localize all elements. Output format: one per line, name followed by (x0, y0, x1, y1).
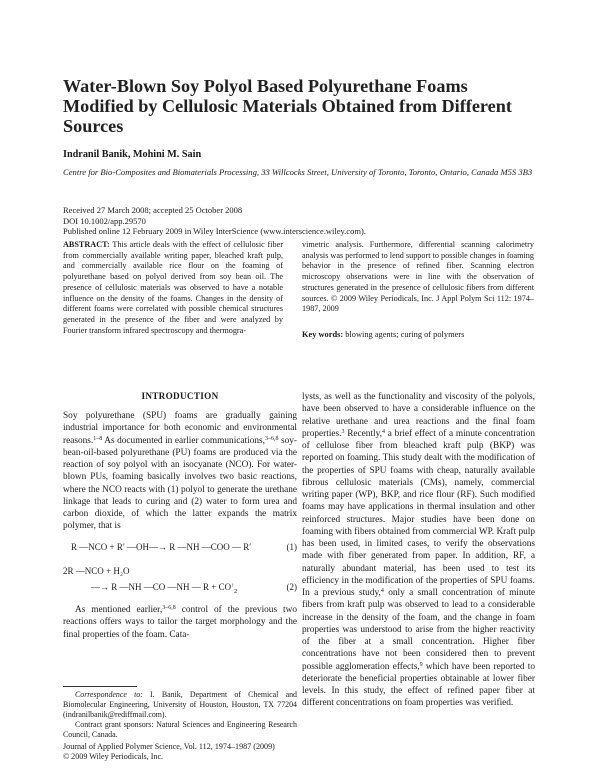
equation-1-text: R —NCO + R′ —OH—→ R —NH —COO — R′ (71, 541, 252, 552)
equation-1-number: (1) (286, 541, 297, 552)
equation-2-subscript: 2 (234, 588, 238, 595)
equation-2-arrow: ↑ (231, 583, 235, 589)
article-authors: Indranil Banik, Mohini M. Sain (63, 149, 202, 160)
journal-citation: Journal of Applied Polymer Science, Vol. 112, 1974–1987 (2009) (63, 742, 275, 751)
correspondence-text: I. Banik, Department of Chemical and Biomolecular Engineering, University of Houston, Houston, TX 77204 (indranilbanik@rediffmail.com). (63, 690, 297, 719)
intro-right-column (302, 391, 535, 710)
keywords-label: Key words: (302, 330, 344, 339)
keywords-text: blowing agents; curing of polymers (345, 330, 465, 339)
equation-1 (63, 541, 297, 553)
abstract-label: ABSTRACT: (63, 240, 110, 249)
equation-2-line-1: 2R —NCO + H₂O (63, 565, 130, 576)
correspondence-note (63, 690, 297, 720)
journal-copyright: © 2009 Wiley Periodicals, Inc. (63, 752, 164, 761)
received-date: Received 27 March 2008; accepted 25 October 2008 (63, 205, 243, 215)
equation-2 (63, 565, 297, 598)
publication-dates (63, 205, 533, 237)
grant-note: Contract grant sponsors: Natural Sciences and Engineering Research Council, Canada. (63, 720, 297, 739)
intro-text: lysts, as well as the functionality and viscosity of the polyols, have been observed to have a considerable influence on the relative urethane and urea reactions and the final foam properties. (302, 392, 535, 439)
intro-text: only a small concentration of minute fibers from kraft pulp was observed to lead to a considerable increase in the density of the foam, and the change in foam properties was understood to arise from the higher reactivity of the fiber at a small concentration. Higher fiber concentrations have not been considered then to prevent possible agglomeration effects, (302, 588, 535, 672)
citation-ref: 4 (380, 588, 384, 594)
intro-paragraph-2 (63, 604, 297, 641)
abstract-copyright: © 2009 Wiley Periodicals, Inc. J Appl Polym Sci 112: 1974–1987, 2009 (302, 293, 535, 314)
keywords (302, 330, 534, 339)
abstract-left-column (63, 240, 283, 336)
doi: DOI 10.1002/app.29570 (63, 215, 146, 226)
equation-2-text: —→ R —NH —CO —NH — R + CO (91, 582, 232, 592)
intro-text: which have been reported to deteriorate the beneficial properties obtainable at lower fiber levels. In this study, the effect of refined paper fiber at different concentrations on foam properties was verified. (302, 661, 535, 709)
citation-ref: 3 (341, 428, 345, 435)
abstract-right-column (302, 240, 534, 315)
intro-text: a brief effect of a minute concentration of cellulose fiber from bleached kraft pulp (BKP) was reported on foaming. This study dealt with the modification of the properties of SPU foams with cheap, naturally available fibrous cellulosic materials (CMs), namely, commercial writing paper (WP), BKP, and rice flour (RF). Such modified foams may have applications in thermal insulation and other reinforced structures. Major studies have been done on foaming with fibers obtained from commercial WP. Kraft pulp has been used, in limited cases, to verify the observations made with fiber generated from paper. In addition, RF, a naturally abundant material, has been used to test its efficiency in the modification of the properties of SPU foams. In a previous study, (302, 428, 536, 598)
citation-ref: 1–8 (93, 435, 103, 442)
published-online: Published online 12 February 2009 in Wiley InterScience (www.interscience.wiley.com). (63, 226, 366, 236)
equation-2-number: (2) (286, 582, 297, 592)
footnote (63, 690, 297, 740)
intro-text: Recently, (344, 428, 382, 439)
citation-ref: 3–6,8 (162, 605, 176, 612)
intro-left-column (63, 410, 297, 641)
author-affiliation: Centre for Bio-Composites and Biomaterials Processing, 33 Willcocks Street, University of Toronto, Toronto, Ontario, Canada M5S 3B3 (63, 167, 533, 177)
citation-ref: 4 (382, 428, 385, 435)
abstract-text-left: This article deals with the effect of cellulosic fiber from commercially available writing paper, bleached kraft pulp, and commercially available rice flour on the foaming of polyurethane based on polyol derived from soy bean oil. The presence of cellulosic materials was observed to have a notable influence on the density of the foams. Changes in the density of different foams were correlated with possible chemical structures generated in the presence of the fiber and were analyzed by Fourier transform infrared spectroscopy and thermogra- (63, 240, 283, 335)
intro-text: control of the previous two reactions offers ways to tailor the target morphology and the final properties of the foam. Cata- (63, 605, 297, 640)
abstract-text-right: vimetric analysis. Furthermore, differential scanning calorimetry analysis was performed to lend support to possible changes in foaming behavior in the presence of refined fiber. Scanning electron microscopy observations were in line with the observation of structures generated in the presence of cellulosic fibers from different sources. (302, 240, 534, 303)
footnote-divider (63, 686, 137, 687)
section-heading-introduction: INTRODUCTION (141, 391, 219, 401)
intro-paragraph-1 (63, 410, 297, 533)
intro-text: As documented in earlier communications, (102, 435, 265, 446)
intro-text: soy-bean-oil-based polyurethane (PU) foams are produced via the reaction of soy polyol with an isocyanate (NCO). For water-blown PUs, foaming basically involves two basic reactions, where the NCO reacts with (1) polyol to generate the urethane linkage that leads to curing and (2) water to form urea and carbon dioxide, of which the latter expands the matrix polymer, that is (63, 435, 297, 532)
citation-ref: 9 (419, 661, 423, 668)
equation-2-line-2 (63, 581, 297, 598)
intro-text: Soy polyurethane (SPU) foams are gradually gaining industrial importance for both economic and environmental reasons. (63, 411, 297, 446)
journal-info (63, 742, 297, 762)
article-title: Water-Blown Soy Polyol Based Polyurethane Foams Modified by Cellulosic Materials Obtained from Different Sources (63, 76, 512, 136)
intro-text: As mentioned earlier, (75, 605, 163, 616)
correspondence-label: Correspondence to: (75, 690, 143, 699)
citation-ref: 3–6,8 (264, 435, 279, 442)
